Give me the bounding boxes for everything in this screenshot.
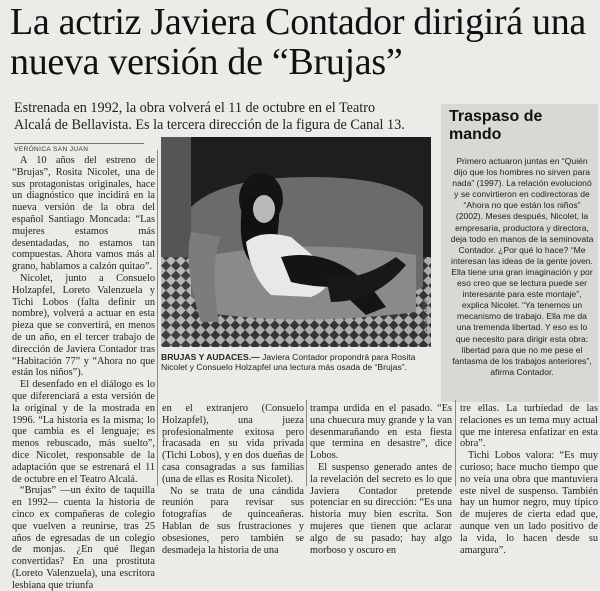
- headline: La actriz Javiera Contador dirigirá una nueva versión de “Brujas”: [10, 1, 586, 83]
- sidebar-box: [441, 104, 598, 402]
- column-divider: [306, 400, 307, 486]
- paragraph: tre ellas. La turbiedad de las relaciones es un tema muy actual que me interesa enfatizar en esta obra”.: [460, 403, 598, 450]
- photo-illustration: [161, 137, 431, 347]
- paragraph: El desenfado en el diálogo es lo que diferenciará a esta versión de la original y de la mostrada en 1996. “La historia es la misma; lo que cambia es el lenguaje; es menos rebuscado, más suelto”, dice Nicolet, responsable de la adaptación que se estrenará el 11 de octubre en el Teatro Alcalá.: [12, 379, 155, 485]
- article-column-3: [310, 403, 452, 556]
- paragraph: “Brujas” —un éxito de taquilla en 1992— cuenta la historia de cinco ex compañeras de colegio que vuelven a reunirse, tras 25 años de egresadas de un colegio de monjas. ¿En qué llegan convertidas? En una prostituta (Loreto Valenzuela), una escritora lesbiana que triunfa: [12, 485, 155, 591]
- sidebar-paragraph: Primero actuaron juntas en “Quién dijo que los hombres no sirven para nada” (1997). La relación evolucionó y se convirtieron en codirectoras de “Ahora no que están los niños” (2002). Meses después, Nicolet, la empresaria, productora y directora, deja todo en manos de la seminovata Contador. ¿Por qué lo hace? “Me interesan las ideas de la gente joven. Ella tiene una gran imaginación y por eso creo que se lectura puede ser interesante para este montaje”, explica Nicolet. “Ya tenemos un mecanismo de trabajo. Ella me da una tremenda libertad. Y eso es lo que necesito para dirigir esta obra: libertad para que no me pese el fantasma de los trabajos anteriores”, afirma Contador.: [450, 156, 594, 377]
- article-column-1: [12, 155, 155, 591]
- sidebar-title: Traspaso de mando: [449, 108, 543, 143]
- caption-text: Javiera Contador propondrá para Rosita Nicolet y Consuelo Holzapfel una lectura más osada de “Brujas”.: [161, 352, 416, 373]
- paragraph: trampa urdida en el pasado. “Es una chuecura muy grande y la van desenmarañando en esta fiesta que termina en desastre”, dice Lobos.: [310, 403, 452, 462]
- paragraph: No se trata de una cándida reunión para revisar sus fotografías de quinceañeras. Hablan de sus frustraciones y obsesiones, pero también se desmadeja la historia de una: [162, 485, 304, 556]
- paragraph: A 10 años del estreno de “Brujas”, Rosita Nicolet, una de sus protagonistas originales, hace un diagnóstico que incidirá en la nueva versión de la obra del español Santiago Moncada: “Las mujeres estamos más desentadadas, no estamos tan compuestas. Ahora vamos más al grano, hablamos a calzón quitao”.: [12, 155, 155, 273]
- article-column-2: [162, 403, 304, 556]
- paragraph: Tichi Lobos valora: “Es muy curioso; hace mucho tiempo que no veía una obra que mantuviera este nivel de suspenso. También hay un humor negro, muy típico de mujeres de cierta edad que, aunque ven un lado positivo de la vida, lo hacen desde su amargura”.: [460, 450, 598, 556]
- article-photo: [161, 137, 431, 347]
- photo-caption: [161, 352, 433, 373]
- paragraph: Nicolet, junto a Consuelo Holzapfel, Loreto Valenzuela y Tichi Lobos (falta definir un nombre), volverá a actuar en esta pieza que se convertirá, en menos de un año, en el tercer trabajo de dirección de Javiera Contador tras “Habitación 77” y “Ahora no que están los niños”).: [12, 272, 155, 379]
- caption-lead: BRUJAS Y AUDACES.—: [161, 352, 260, 362]
- photo-credit: EL MERCURIO: [423, 300, 429, 335]
- column-divider: [157, 150, 158, 486]
- paragraph: en el extranjero (Consuelo Holzapfel), una jueza profesionalmente exitosa pero fracasada en su vida privada (Tichi Lobos), y en dos dueñas de casa consagradas a sus familias (una de ellas es Rosita Nicolet).: [162, 403, 304, 485]
- subhead: Estrenada en 1992, la obra volverá el 11 de octubre en el Teatro Alcalá de Bellavista. Es la tercera dirección de la figura de Canal 13.: [14, 100, 405, 133]
- column-divider: [455, 400, 456, 486]
- sidebar-body: [449, 156, 595, 378]
- paragraph: El suspenso generado antes de la revelación del secreto es lo que Javiera Contador pretende potenciar en su dirección: “Es una historia muy bien escrita. Son mujeres que tienen que aclarar algo de su pasado; hay algo morboso y oscuro en: [310, 461, 452, 556]
- article-column-4: [460, 403, 598, 556]
- byline: VERÓNICA SAN JUAN: [14, 143, 144, 153]
